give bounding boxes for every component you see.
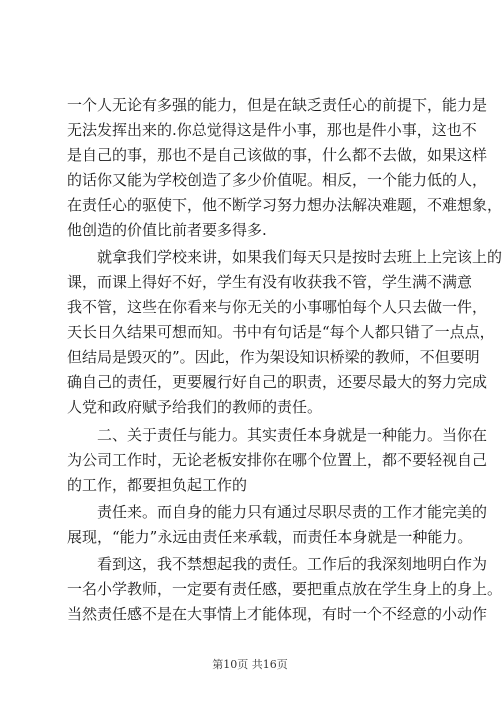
text-line: 是自己的事，那也不是自己该做的事，什么都不去做，如果这样: [67, 146, 488, 164]
text-line: 就拿我们学校来讲，如果我们每天只是按时去班上上完该上的: [97, 248, 502, 266]
text-line: 天长日久结果可想而知。书中有句话是“每个人都只错了一点点，: [67, 323, 495, 341]
text-line: 当然责任感不是在大事情上才能体现，有时一个不经意的小动作: [67, 605, 488, 623]
text-line: 一个人无论有多强的能力，但是在缺乏责任心的前提下，能力是: [67, 96, 488, 114]
text-line: 的话你又能为学校创造了多少价值呢。相反，一个能力低的人，: [67, 171, 488, 189]
text-line: 但结局是毁灭的”。因此，作为架设知识桥梁的教师，不但要明: [67, 348, 480, 366]
text-line: 人党和政府赋予给我们的教师的责任。: [67, 398, 323, 416]
text-line: 无法发挥出来的.你总觉得这是件小事，那也是件小事，这也不: [67, 121, 477, 139]
text-line: 看到这，我不禁想起我的责任。工作后的我深刻地明白作为: [97, 555, 488, 573]
text-line: 课，而课上得好不好，学生有没有收获我不管，学生满不满意: [67, 273, 473, 291]
text-line: 一名小学教师，一定要有责任感，要把重点放在学生身上的身上。: [67, 580, 502, 598]
text-line: 的工作，都要担负起工作的: [67, 476, 248, 494]
text-line: 为公司工作时，无论老板安排你在哪个位置上，都不要轻视自己: [67, 451, 488, 469]
text-line: 我不管，这些在你看来与你无关的小事哪怕每个人只去做一件，: [67, 298, 488, 316]
text-line: 他创造的价值比前者要多得多.: [67, 221, 267, 239]
text-line: 责任来。而自身的能力只有通过尽职尽责的工作才能完美的: [97, 503, 488, 521]
text-line: 确自己的责任，更要履行好自己的职责，还要尽最大的努力完成: [67, 373, 488, 391]
text-line: 在责任心的驱使下，他不断学习努力想办法解决难题，不难想象，: [67, 196, 502, 214]
page-number-footer: 第10页 共16页: [212, 658, 288, 671]
text-line: 二、关于责任与能力。其实责任本身就是一种能力。当你在: [97, 426, 488, 444]
text-line: 展现，“能力”永远由责任来承载，而责任本身就是一种能力。: [67, 528, 473, 546]
